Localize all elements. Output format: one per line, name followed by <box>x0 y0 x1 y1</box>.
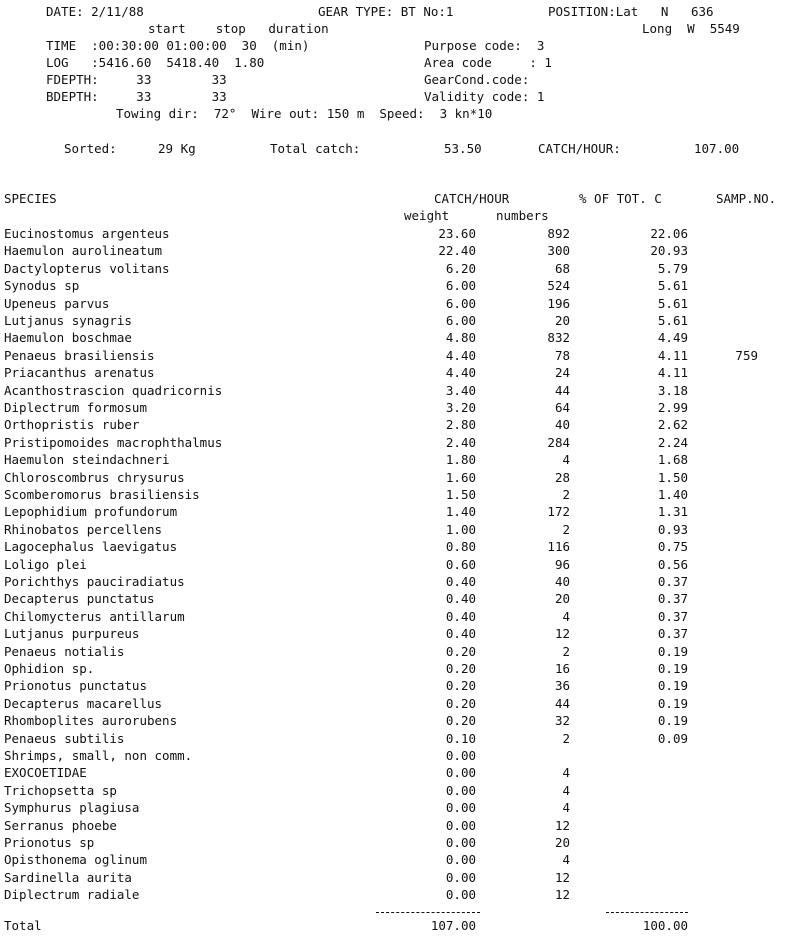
weight-value: 0.20 <box>445 661 476 676</box>
pct-total-column-header: % OF TOT. C <box>579 191 662 206</box>
weight-value: 0.20 <box>445 713 476 728</box>
species-name: Penaeus brasiliensis <box>4 348 155 363</box>
gear-type-label: GEAR TYPE: BT No:1 <box>318 4 454 19</box>
position-long-label: Long W 5549 <box>642 21 740 36</box>
pct-value: 1.31 <box>657 504 688 519</box>
numbers-value: 2 <box>562 522 570 537</box>
species-name: Chloroscombrus chrysurus <box>4 470 185 485</box>
pct-value: 1.68 <box>657 452 688 467</box>
pct-value: 3.18 <box>657 383 688 398</box>
weight-value: 0.20 <box>445 644 476 659</box>
weight-value: 0.60 <box>445 557 476 572</box>
numbers-value: 2 <box>562 487 570 502</box>
species-name: Chilomycterus antillarum <box>4 609 185 624</box>
pct-value: 0.19 <box>657 678 688 693</box>
weight-value: 3.40 <box>445 383 476 398</box>
species-name: Dactylopterus volitans <box>4 261 170 276</box>
species-name: Acanthostrascion quadricornis <box>4 383 223 398</box>
pct-value: 4.11 <box>657 365 688 380</box>
numbers-value: 16 <box>554 661 570 676</box>
weight-value: 0.40 <box>445 591 476 606</box>
pct-value: 1.40 <box>657 487 688 502</box>
weight-value: 0.00 <box>445 800 476 815</box>
numbers-value: 28 <box>554 470 570 485</box>
species-name: Haemulon boschmae <box>4 330 132 345</box>
pct-value: 22.06 <box>650 226 688 241</box>
weight-value: 0.00 <box>445 870 476 885</box>
numbers-value: 832 <box>547 330 570 345</box>
species-name: Pristipomoides macrophthalmus <box>4 435 223 450</box>
total-catch-value: 53.50 <box>444 141 482 156</box>
weight-value: 3.20 <box>445 400 476 415</box>
total-weight: 107.00 <box>430 918 476 933</box>
numbers-value: 4 <box>562 452 570 467</box>
species-name: Decapterus macarellus <box>4 696 163 711</box>
numbers-value: 12 <box>554 870 570 885</box>
numbers-value: 20 <box>554 591 570 606</box>
numbers-value: 24 <box>554 365 570 380</box>
numbers-value: 12 <box>554 626 570 641</box>
numbers-value: 36 <box>554 678 570 693</box>
weight-subheader: weight <box>404 208 450 223</box>
pct-value: 0.75 <box>657 539 688 554</box>
pct-value: 5.61 <box>657 313 688 328</box>
numbers-value: 284 <box>547 435 570 450</box>
gearcond-code: GearCond.code: <box>424 72 530 87</box>
numbers-value: 20 <box>554 835 570 850</box>
numbers-value: 4 <box>562 609 570 624</box>
species-name: Shrimps, small, non comm. <box>4 748 193 763</box>
catch-per-hour-label: CATCH/HOUR: <box>538 141 621 156</box>
purpose-code: Purpose code: 3 <box>424 38 545 53</box>
numbers-value: 196 <box>547 296 570 311</box>
pct-value: 1.50 <box>657 470 688 485</box>
weight-value: 23.60 <box>438 226 476 241</box>
species-name: Serranus phoebe <box>4 818 117 833</box>
numbers-value: 2 <box>562 731 570 746</box>
weight-value: 1.40 <box>445 504 476 519</box>
species-name: Upeneus parvus <box>4 296 110 311</box>
species-name: Lepophidium profundorum <box>4 504 178 519</box>
pct-value: 20.93 <box>650 243 688 258</box>
pct-value: 5.61 <box>657 296 688 311</box>
pct-value: 0.19 <box>657 661 688 676</box>
numbers-value: 12 <box>554 887 570 902</box>
species-name: Lagocephalus laevigatus <box>4 539 178 554</box>
pct-value: 2.24 <box>657 435 688 450</box>
numbers-value: 78 <box>554 348 570 363</box>
numbers-value: 892 <box>547 226 570 241</box>
total-label: Total <box>4 918 42 933</box>
log-row: LOG :5416.60 5418.40 1.80 <box>46 55 265 70</box>
weight-value: 4.40 <box>445 365 476 380</box>
pct-value: 0.37 <box>657 609 688 624</box>
pct-value: 0.37 <box>657 626 688 641</box>
numbers-value: 4 <box>562 852 570 867</box>
numbers-value: 96 <box>554 557 570 572</box>
species-name: Haemulon aurolineatum <box>4 243 163 258</box>
species-name: Penaeus notialis <box>4 644 125 659</box>
fdepth-row: FDEPTH: 33 33 <box>46 72 227 87</box>
weight-value: 1.50 <box>445 487 476 502</box>
weight-value: 6.00 <box>445 278 476 293</box>
time-row: TIME :00:30:00 01:00:00 30 (min) <box>46 38 310 53</box>
numbers-value: 20 <box>554 313 570 328</box>
species-name: Decapterus punctatus <box>4 591 155 606</box>
weight-value: 0.00 <box>445 765 476 780</box>
species-name: Sardinella aurita <box>4 870 132 885</box>
numbers-value: 44 <box>554 383 570 398</box>
species-name: Lutjanus purpureus <box>4 626 140 641</box>
pct-value: 0.19 <box>657 696 688 711</box>
species-name: Prionotus punctatus <box>4 678 147 693</box>
time-columns-header: start stop duration <box>148 21 329 36</box>
weight-value: 1.00 <box>445 522 476 537</box>
weight-value: 4.40 <box>445 348 476 363</box>
species-name: Haemulon steindachneri <box>4 452 170 467</box>
numbers-value: 300 <box>547 243 570 258</box>
date-label: DATE: 2/11/88 <box>46 4 144 19</box>
sample-no-column-header: SAMP.NO. <box>716 191 777 206</box>
numbers-value: 2 <box>562 644 570 659</box>
towing-row: Towing dir: 72° Wire out: 150 m Speed: 3 kn*10 <box>116 106 493 121</box>
species-name: Diplectrum formosum <box>4 400 147 415</box>
weight-value: 0.00 <box>445 748 476 763</box>
species-name: Lutjanus synagris <box>4 313 132 328</box>
species-name: Eucinostomus argenteus <box>4 226 170 241</box>
species-name: Loligo plei <box>4 557 87 572</box>
weight-value: 0.10 <box>445 731 476 746</box>
pct-value: 2.62 <box>657 417 688 432</box>
pct-value: 0.19 <box>657 713 688 728</box>
weight-value: 2.80 <box>445 417 476 432</box>
species-name: Penaeus subtilis <box>4 731 125 746</box>
pct-value: 0.37 <box>657 591 688 606</box>
total-pct: 100.00 <box>642 918 688 933</box>
weight-value: 0.00 <box>445 818 476 833</box>
species-name: Rhomboplites aurorubens <box>4 713 178 728</box>
pct-value: 0.56 <box>657 557 688 572</box>
sorted-label: Sorted: <box>64 141 117 156</box>
weight-total-rule <box>376 912 480 913</box>
pct-value: 2.99 <box>657 400 688 415</box>
numbers-value: 68 <box>554 261 570 276</box>
catch-hour-column-header: CATCH/HOUR <box>434 191 510 206</box>
species-name: Opisthonema oglinum <box>4 852 147 867</box>
weight-value: 0.00 <box>445 852 476 867</box>
species-name: Rhinobatos percellens <box>4 522 163 537</box>
pct-total-rule <box>606 912 688 913</box>
numbers-value: 12 <box>554 818 570 833</box>
numbers-value: 116 <box>547 539 570 554</box>
weight-value: 6.00 <box>445 296 476 311</box>
numbers-value: 524 <box>547 278 570 293</box>
total-catch-label: Total catch: <box>270 141 361 156</box>
species-name: Orthopristis ruber <box>4 417 140 432</box>
bdepth-row: BDEPTH: 33 33 <box>46 89 227 104</box>
species-name: EXOCOETIDAE <box>4 765 87 780</box>
species-name: Trichopsetta sp <box>4 783 117 798</box>
species-name: Ophidion sp. <box>4 661 95 676</box>
numbers-value: 4 <box>562 800 570 815</box>
pct-value: 0.93 <box>657 522 688 537</box>
species-name: Scomberomorus brasiliensis <box>4 487 200 502</box>
pct-value: 0.19 <box>657 644 688 659</box>
area-code: Area code : 1 <box>424 55 552 70</box>
pct-value: 0.09 <box>657 731 688 746</box>
weight-value: 0.20 <box>445 678 476 693</box>
species-name: Diplectrum radiale <box>4 887 140 902</box>
numbers-value: 40 <box>554 574 570 589</box>
position-lat-label: POSITION:Lat N 636 <box>548 4 714 19</box>
numbers-value: 4 <box>562 783 570 798</box>
pct-value: 5.61 <box>657 278 688 293</box>
weight-value: 6.20 <box>445 261 476 276</box>
pct-value: 0.37 <box>657 574 688 589</box>
weight-value: 0.00 <box>445 835 476 850</box>
weight-value: 0.00 <box>445 887 476 902</box>
species-name: Priacanthus arenatus <box>4 365 155 380</box>
numbers-value: 64 <box>554 400 570 415</box>
weight-value: 0.40 <box>445 609 476 624</box>
weight-value: 6.00 <box>445 313 476 328</box>
species-name: Prionotus sp <box>4 835 95 850</box>
pct-value: 5.79 <box>657 261 688 276</box>
numbers-value: 40 <box>554 417 570 432</box>
weight-value: 4.80 <box>445 330 476 345</box>
weight-value: 1.60 <box>445 470 476 485</box>
sample-no-value: 759 <box>735 348 758 363</box>
weight-value: 22.40 <box>438 243 476 258</box>
pct-value: 4.11 <box>657 348 688 363</box>
pct-value: 4.49 <box>657 330 688 345</box>
weight-value: 0.00 <box>445 783 476 798</box>
validity-code: Validity code: 1 <box>424 89 545 104</box>
catch-per-hour-value: 107.00 <box>694 141 740 156</box>
numbers-value: 32 <box>554 713 570 728</box>
weight-value: 0.80 <box>445 539 476 554</box>
weight-value: 0.20 <box>445 696 476 711</box>
species-name: Synodus sp <box>4 278 80 293</box>
sorted-value: 29 Kg <box>158 141 196 156</box>
numbers-value: 172 <box>547 504 570 519</box>
species-name: Porichthys pauciradiatus <box>4 574 185 589</box>
weight-value: 0.40 <box>445 626 476 641</box>
numbers-value: 44 <box>554 696 570 711</box>
weight-value: 1.80 <box>445 452 476 467</box>
weight-value: 0.40 <box>445 574 476 589</box>
species-column-header: SPECIES <box>4 191 57 206</box>
weight-value: 2.40 <box>445 435 476 450</box>
numbers-value: 4 <box>562 765 570 780</box>
numbers-subheader: numbers <box>496 208 549 223</box>
species-name: Symphurus plagiusa <box>4 800 140 815</box>
